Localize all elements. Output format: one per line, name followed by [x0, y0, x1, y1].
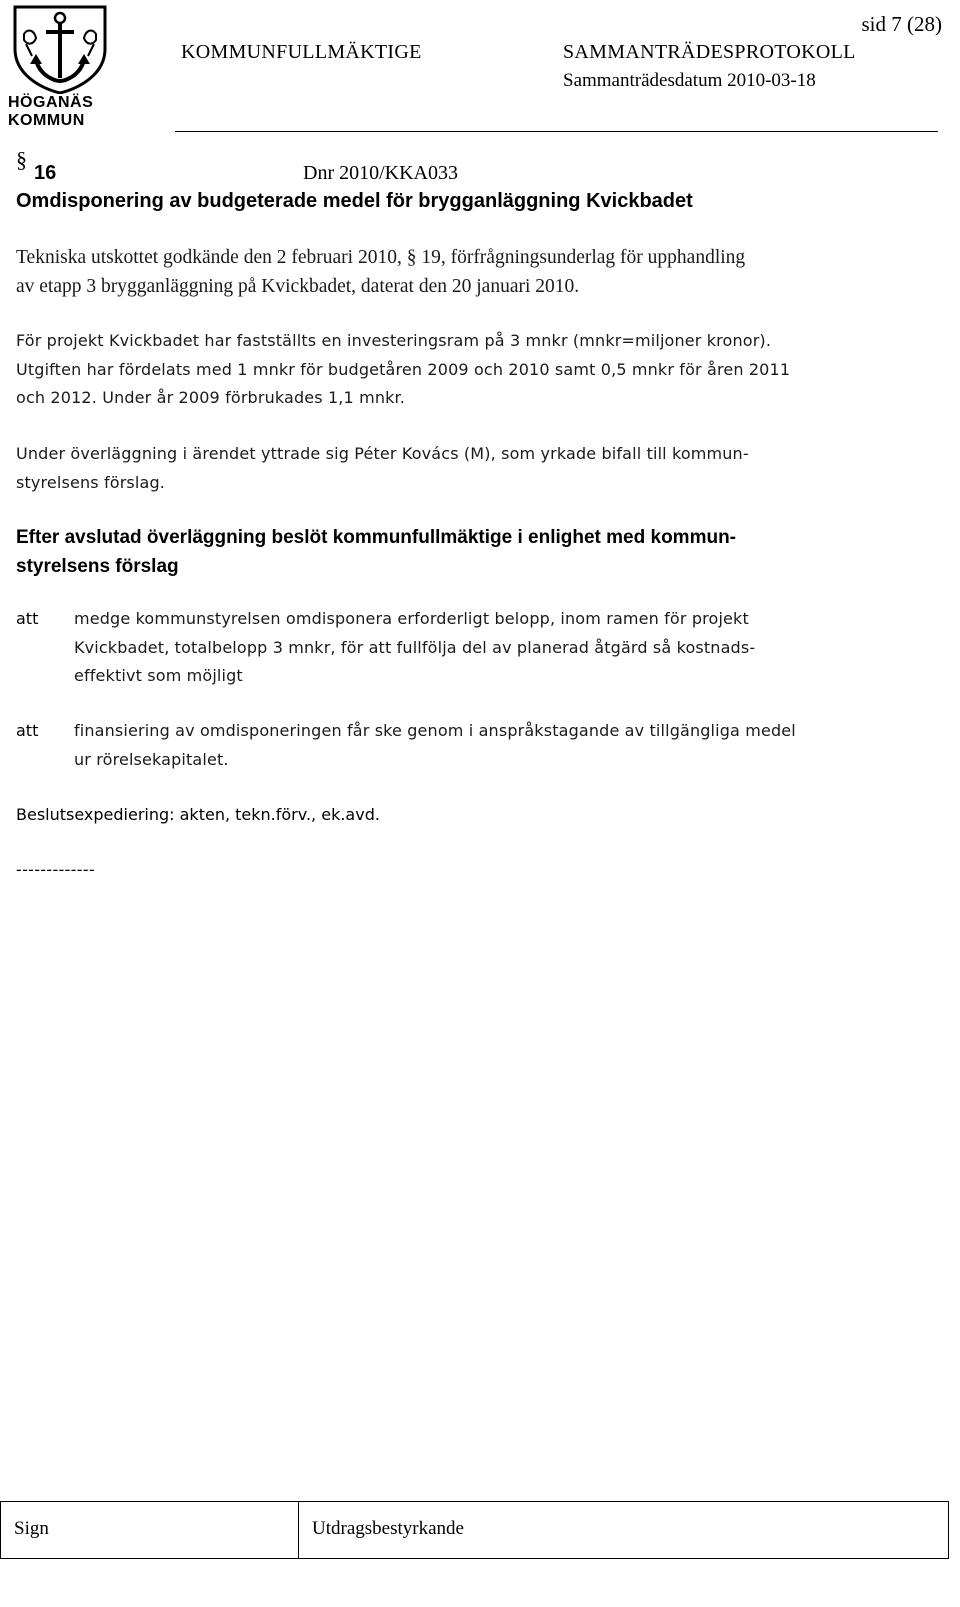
end-separator: -------------: [16, 860, 95, 879]
decision-item-line: medge kommunstyrelsen omdisponera erforderligt belopp, inom ramen för projekt: [74, 609, 749, 628]
decision-line: styrelsens förslag: [16, 555, 179, 577]
paragraph-line: För projekt Kvickbadet har fastställts en investeringsram på 3 mnkr (mnkr=miljoner kronor).: [16, 331, 772, 350]
body-name: KOMMUNFULLMÄKTIGE: [181, 41, 422, 63]
logo-line-1: HÖGANÄS: [8, 94, 94, 111]
paragraph-line: och 2012. Under år 2009 förbrukades 1,1 mnkr.: [16, 388, 406, 407]
paragraph-line: av etapp 3 brygganläggning på Kvickbadet, daterat den 20 januari 2010.: [16, 275, 580, 297]
paragraph-2: [16, 327, 928, 413]
paragraph-1: [16, 244, 928, 301]
certify-cell: [299, 1502, 948, 1558]
signature-table: [0, 1501, 949, 1559]
decision-item-line: Kvickbadet, totalbelopp 3 mnkr, för att fullfölja del av planerad åtgärd så kostnads-: [74, 637, 756, 657]
paragraph-line: styrelsens förslag.: [16, 472, 166, 492]
logo-wordmark: [8, 94, 118, 130]
paragraph-3: [16, 440, 928, 497]
case-number: Dnr 2010/KKA033: [303, 162, 458, 184]
paragraph-line: Utgiften har fördelats med 1 mnkr för budgetåren 2009 och 2010 samt 0,5 mnkr för åren 2011: [16, 359, 791, 379]
page-number: sid 7 (28): [861, 12, 942, 36]
decision-item-line: effektivt som möjligt: [74, 666, 243, 685]
decision-item-1: [74, 605, 934, 691]
decision-heading: [16, 524, 928, 581]
att-marker: att: [16, 609, 39, 628]
sign-label: Sign: [14, 1518, 49, 1539]
paragraph-line: Tekniska utskottet godkände den 2 februari 2010, § 19, förfrågningsunderlag för upphandling: [16, 247, 746, 268]
section-title: Omdisponering av budgeterade medel för brygganläggning Kvickbadet: [16, 190, 693, 212]
decision-item-line: ur rörelsekapitalet.: [74, 749, 229, 769]
decision-item-line: finansiering av omdisponeringen får ske genom i anspråkstagande av tillgängliga medel: [74, 721, 796, 740]
header-divider: [175, 131, 938, 132]
coat-of-arms-icon: [10, 4, 110, 94]
section-number: 16: [34, 162, 57, 184]
paragraph-line: Under överläggning i ärendet yttrade sig Péter Kovács (M), som yrkade bifall till kommun-: [16, 444, 749, 463]
meeting-date: Sammanträdesdatum 2010-03-18: [563, 70, 816, 91]
decision-line: Efter avslutad överläggning beslöt kommunfullmäktige i enlighet med kommun-: [16, 527, 736, 548]
att-marker: att: [16, 721, 39, 740]
section-mark: §: [16, 147, 27, 172]
logo-line-2: KOMMUN: [8, 112, 85, 129]
municipality-logo: [10, 4, 110, 134]
protocol-type: SAMMANTRÄDESPROTOKOLL: [563, 41, 856, 63]
sign-cell: [1, 1502, 299, 1558]
certify-label: Utdragsbestyrkande: [312, 1518, 464, 1539]
distribution-list: Beslutsexpediering: akten, tekn.förv., ek.avd.: [16, 805, 380, 824]
decision-item-2: [74, 717, 934, 774]
